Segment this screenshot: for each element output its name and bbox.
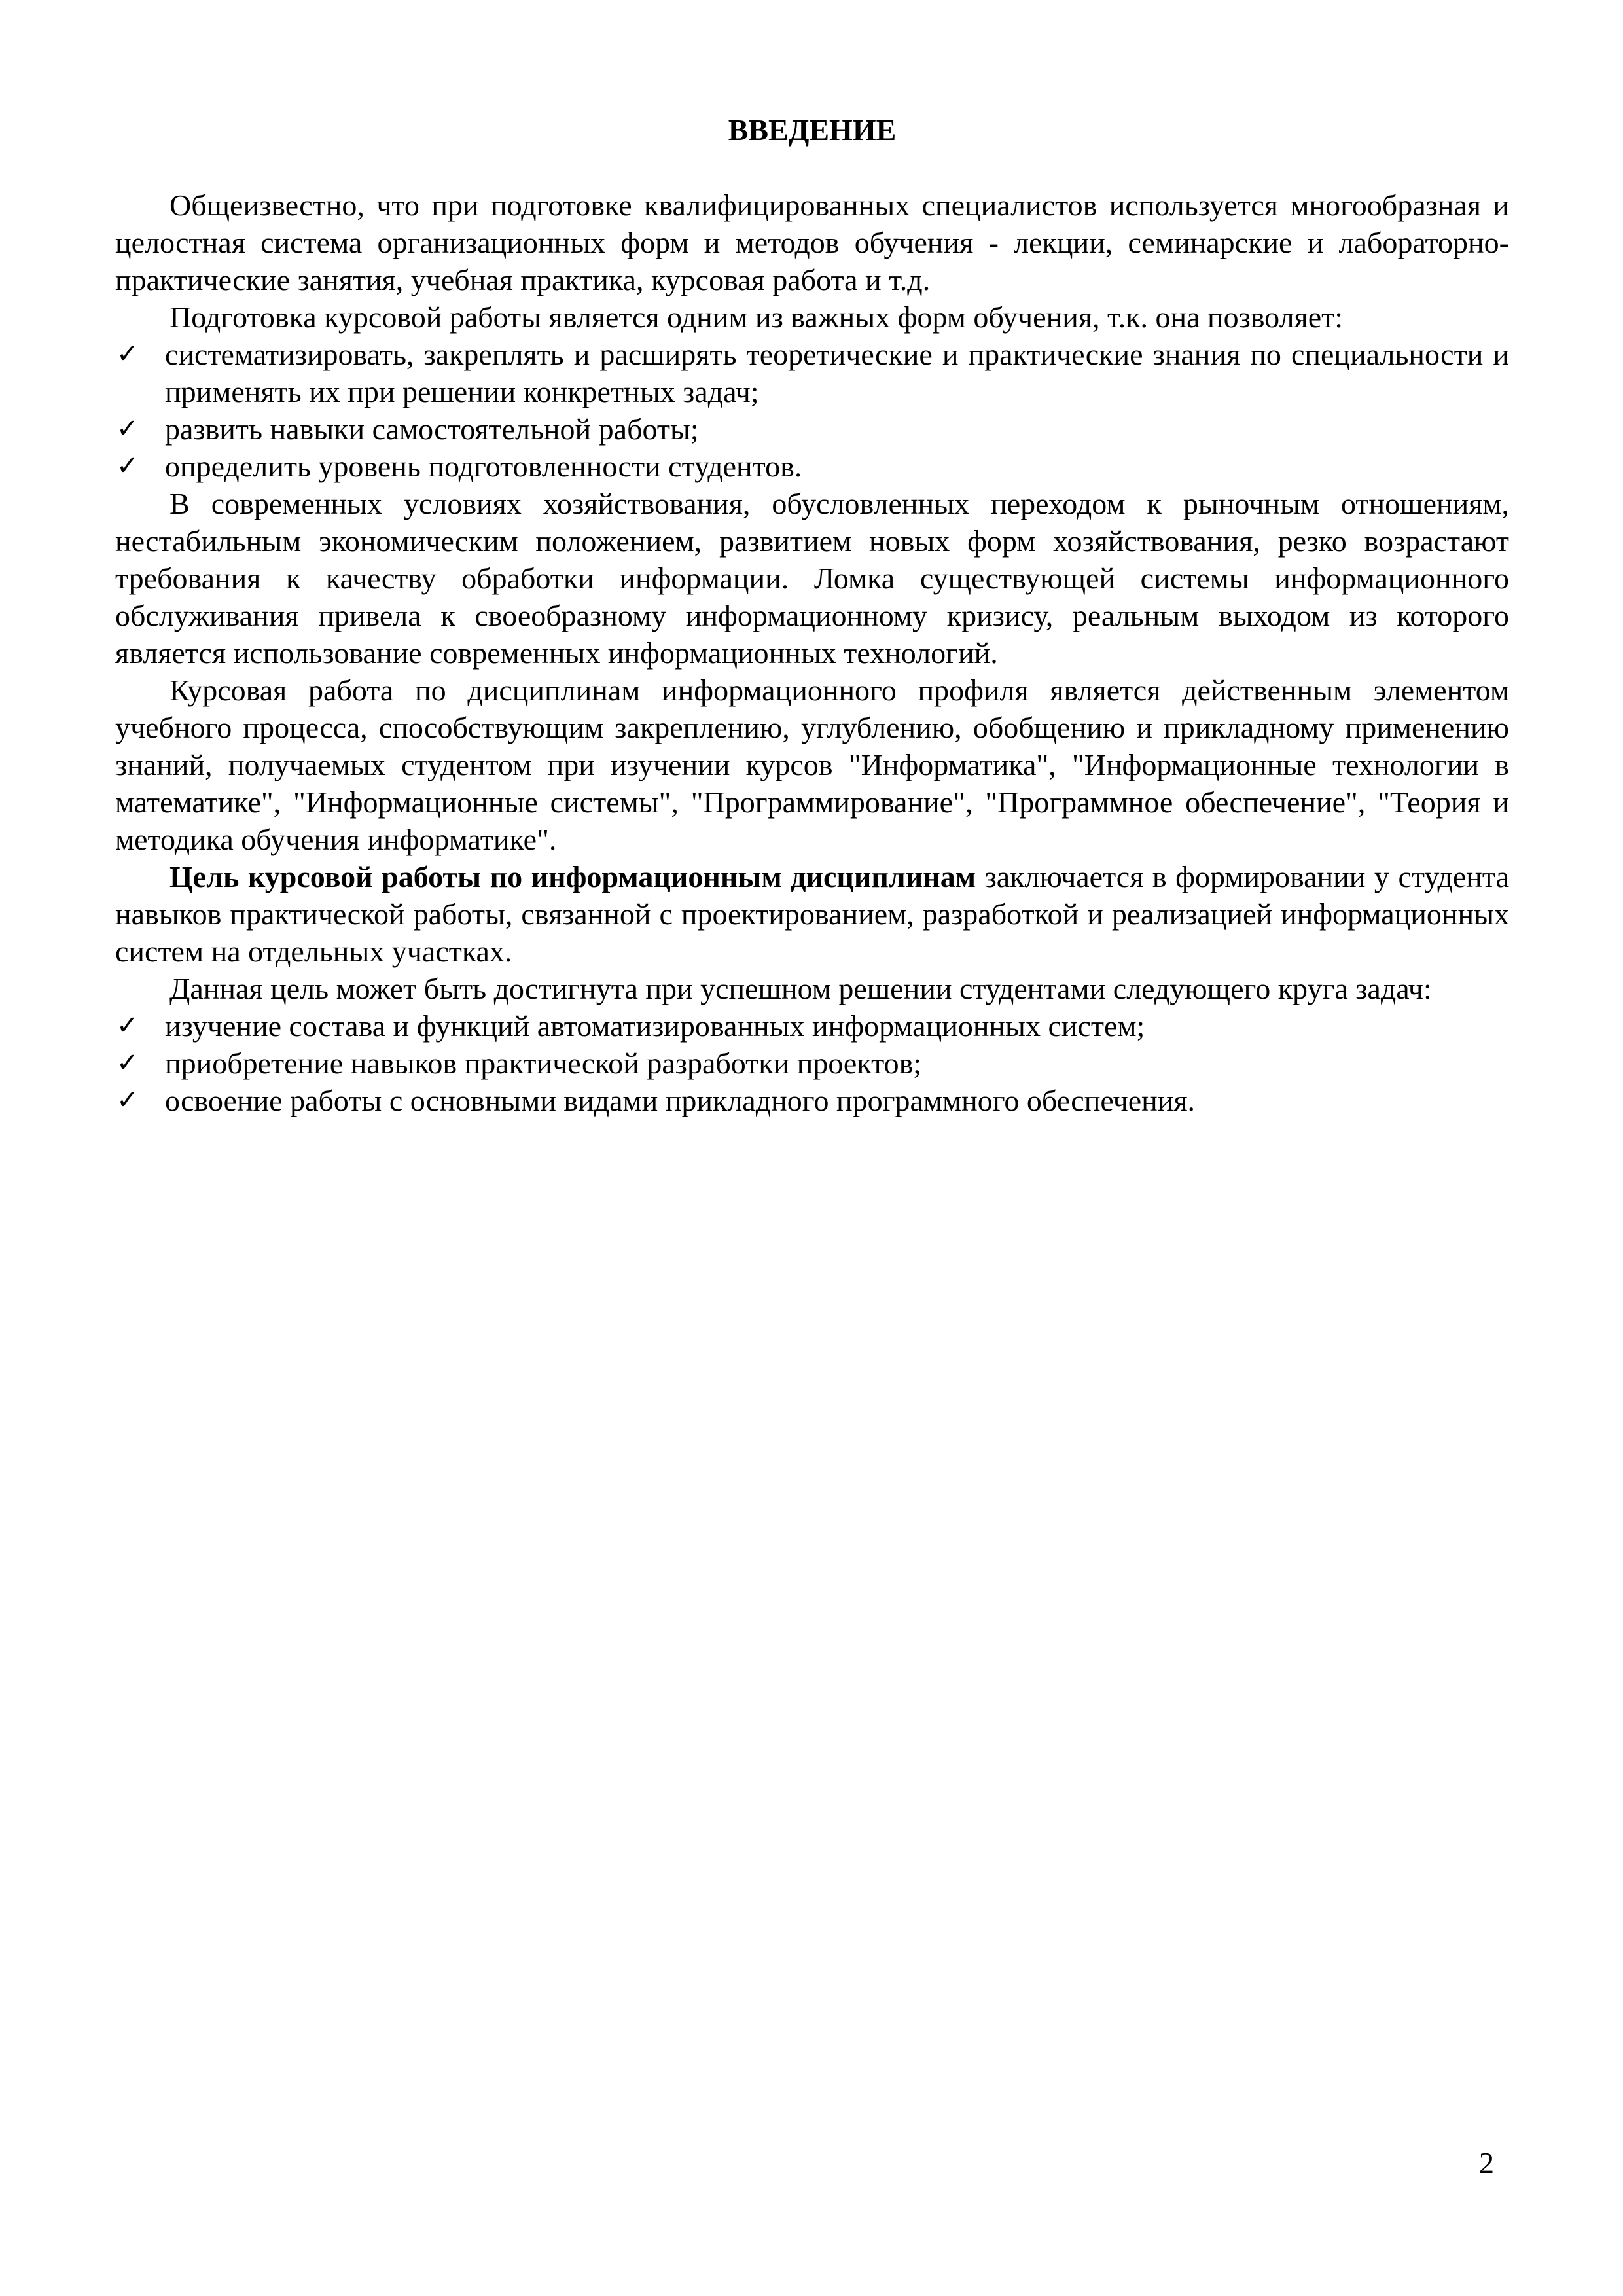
paragraph-intro: Общеизвестно, что при подготовке квалифицированных специалистов используется многообразная и целостная система организационных форм и методов обучения - лекции, семинарские и лабораторно-практические занятия, учебная практика, курсовая работа и т.д. (115, 188, 1509, 296)
list-item (115, 336, 1509, 410)
checkmark-icon: ✓ (116, 451, 139, 481)
checkmark-icon: ✓ (116, 339, 139, 369)
list-item (115, 1007, 1509, 1045)
tasks-list (115, 1007, 1509, 1119)
list-item (115, 1045, 1509, 1082)
checkmark-icon: ✓ (116, 1085, 139, 1115)
page-title: ВВЕДЕНИЕ (728, 113, 897, 147)
checkmark-icon: ✓ (116, 1011, 139, 1041)
goal-text: заключается в формировании у студента навыков практической работы, связанной с проектированием, разработкой и реализацией информационных систем на отдельных участках. (115, 860, 1509, 968)
list-item-text: систематизировать, закреплять и расширять теоретические и практические знания по специальности и применять их при решении конкретных задач; (165, 338, 1509, 408)
checkmark-icon: ✓ (116, 1048, 139, 1078)
paragraph-tasks-intro: Данная цель может быть достигнута при успешном решении студентами следующего круга задач: (169, 972, 1432, 1005)
page-number: 2 (1479, 2146, 1494, 2179)
list-item (115, 410, 1509, 448)
paragraph-discipline-profile: Курсовая работа по дисциплинам информационного профиля является действенным элементом учебного процесса, способствующим закреплению, углублению, обобщению и прикладному применению знаний, получаемых студентом при изучении курсов "Информатика", "Информационные технологии в математике", "Информационные системы", "Программирование", "Программное обеспечение", "Теория и методика обучения информатике". (115, 673, 1509, 856)
benefits-list (115, 336, 1509, 485)
goal-heading: Цель курсовой работы по информационным дисциплинам (169, 860, 976, 893)
list-item-text: освоение работы с основными видами прикладного программного обеспечения. (165, 1084, 1196, 1117)
document-page (115, 111, 1509, 1119)
list-item (115, 448, 1509, 485)
list-item-text: приобретение навыков практической разработки проектов; (165, 1047, 922, 1080)
paragraph-goal (115, 858, 1509, 970)
list-item (115, 1082, 1509, 1119)
list-item-text: определить уровень подготовленности студентов. (165, 450, 802, 483)
list-item-text: изучение состава и функций автоматизированных информационных систем; (165, 1009, 1145, 1043)
paragraph-course-work: Подготовка курсовой работы является одним из важных форм обучения, т.к. она позволяет: (169, 300, 1343, 334)
list-item-text: развить навыки самостоятельной работы; (165, 412, 699, 446)
checkmark-icon: ✓ (116, 414, 139, 444)
paragraph-modern-conditions: В современных условиях хозяйствования, обусловленных переходом к рыночным отношениям, нестабильным экономическим положением, развитием новых форм хозяйствования, резко возрастают требования к качеству обработки информации. Ломка существующей системы информационного обслуживания привела к своеобразному информационному кризису, реальным выходом из которого является использование современных информационных технологий. (115, 487, 1509, 670)
